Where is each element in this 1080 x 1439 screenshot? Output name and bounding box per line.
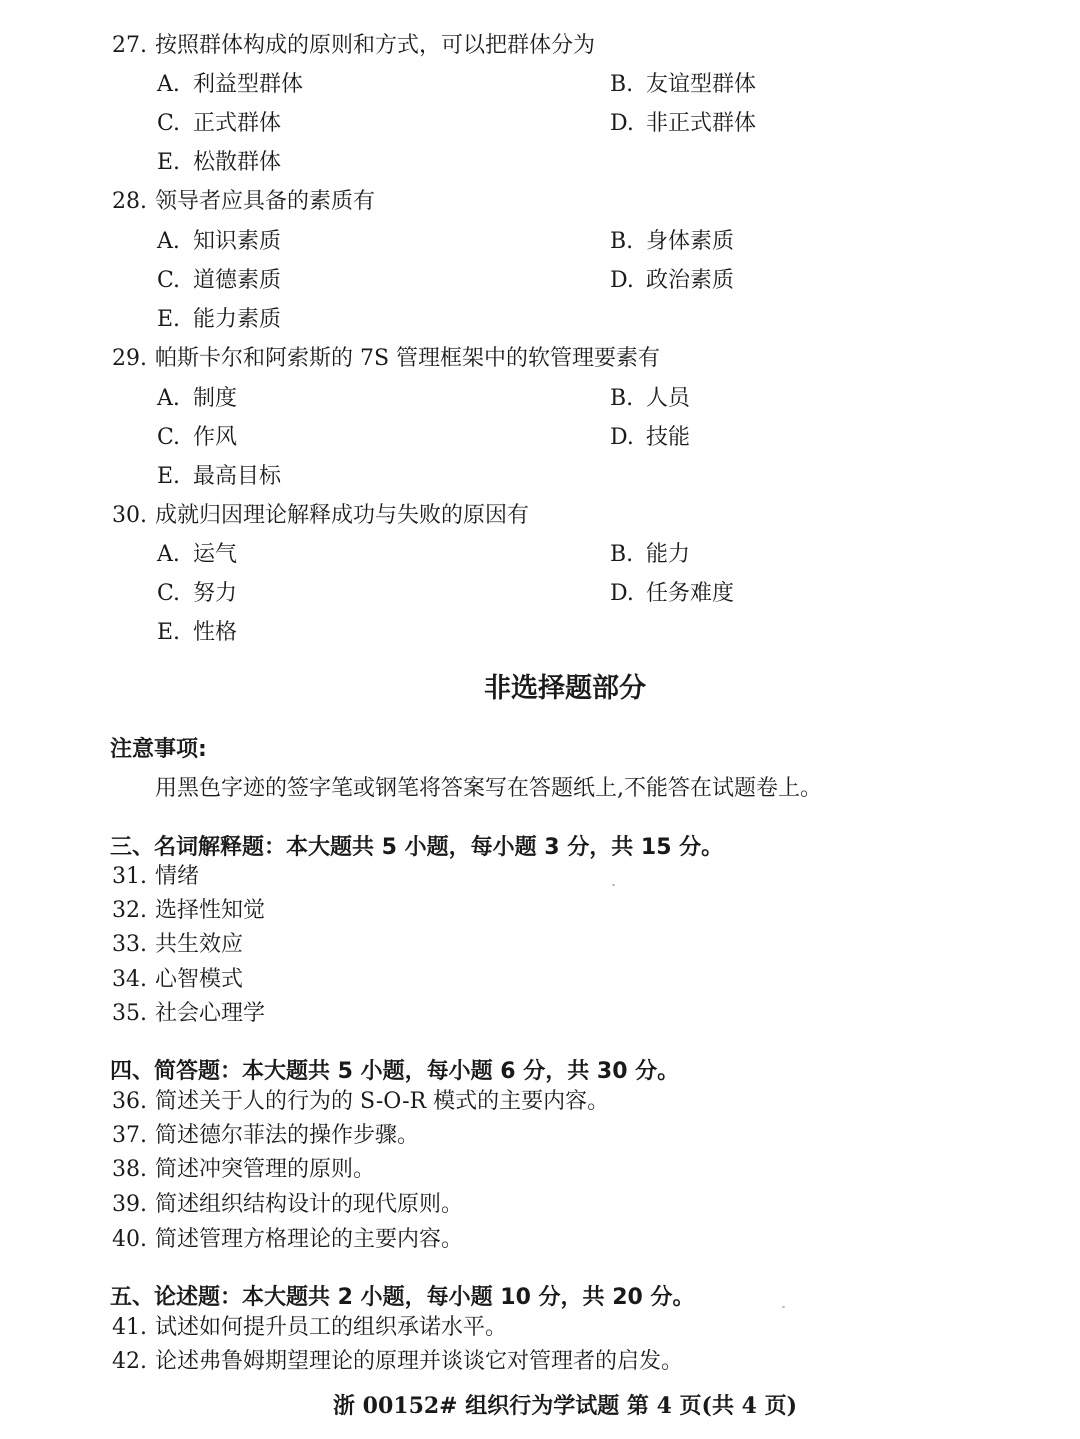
item-number: 41. [112,1315,147,1340]
option-letter: C. [157,581,181,606]
option-letter: E. [157,150,181,175]
item-text: 选择性知觉 [155,898,266,923]
page-footer: 浙 00152# 组织行为学试题 第 4 页(共 4 页) [332,1393,798,1419]
option-e [157,619,237,647]
option-letter: A. [157,229,180,254]
option-text: 制度 [193,386,238,411]
question-30 [112,502,529,530]
question-29 [112,345,660,373]
option-a [157,385,237,413]
item-number: 36. [112,1089,147,1114]
option-d [610,580,734,608]
option-c [157,110,281,138]
option-text: 作风 [193,425,238,450]
list-item [112,1088,609,1116]
list-item [112,1348,683,1376]
option-b [610,541,690,569]
item-number: 39. [112,1192,147,1217]
option-c [157,580,237,608]
option-text: 知识素质 [193,229,282,254]
list-item [112,931,243,959]
notice-label: 注意事项: [110,737,207,762]
option-a [157,541,237,569]
option-text: 道德素质 [193,268,282,293]
item-text: 简述冲突管理的原则。 [155,1157,376,1182]
question-number: 28. [112,189,147,214]
option-text: 能力 [646,542,691,567]
option-text: 最高目标 [193,464,282,489]
option-text: 任务难度 [646,581,735,606]
option-letter: C. [157,268,181,293]
option-letter: D. [610,111,634,136]
option-e [157,306,281,334]
option-b [610,71,756,99]
option-letter: B. [610,542,634,567]
item-text: 情绪 [155,864,200,889]
option-c [157,424,237,452]
list-item [112,1156,375,1184]
option-text: 正式群体 [193,111,282,136]
item-text: 论述弗鲁姆期望理论的原理并谈谈它对管理者的启发。 [155,1349,684,1374]
item-number: 42. [112,1349,147,1374]
item-text: 社会心理学 [155,1001,266,1026]
option-text: 努力 [193,581,238,606]
list-item [112,1314,507,1342]
list-item [112,1226,463,1254]
question-number: 27. [112,33,147,58]
item-number: 32. [112,898,147,923]
option-letter: E. [157,620,181,645]
item-number: 38. [112,1157,147,1182]
question-27 [112,32,595,60]
option-text: 人员 [646,386,691,411]
list-item [112,1000,265,1028]
option-a [157,228,281,256]
option-text: 友谊型群体 [646,72,757,97]
scan-speck [612,884,615,886]
option-letter: C. [157,111,181,136]
option-text: 非正式群体 [646,111,757,136]
part-title: 非选择题部分 [484,673,646,704]
option-letter: B. [610,386,634,411]
option-letter: B. [610,72,634,97]
option-text: 政治素质 [646,268,735,293]
item-number: 34. [112,967,147,992]
option-b [610,385,690,413]
question-number: 29. [112,346,147,371]
item-text: 共生效应 [155,932,244,957]
option-text: 能力素质 [193,307,282,332]
item-number: 40. [112,1227,147,1252]
option-letter: C. [157,425,181,450]
option-d [610,267,734,295]
option-letter: E. [157,307,181,332]
option-letter: A. [157,72,180,97]
item-text: 试述如何提升员工的组织承诺水平。 [155,1315,508,1340]
section-3-heading: 三、名词解释题：本大题共 5 小题，每小题 3 分，共 15 分。 [110,835,724,860]
item-text: 简述德尔菲法的操作步骤。 [155,1123,420,1148]
option-letter: A. [157,386,180,411]
option-text: 松散群体 [193,150,282,175]
option-b [610,228,734,256]
option-text: 技能 [646,425,691,450]
option-text: 身体素质 [646,229,735,254]
option-d [610,110,756,138]
option-e [157,149,281,177]
item-text: 简述管理方格理论的主要内容。 [155,1227,464,1252]
item-number: 37. [112,1123,147,1148]
option-text: 利益型群体 [193,72,304,97]
option-text: 运气 [193,542,238,567]
question-text: 帕斯卡尔和阿索斯的 7S 管理框架中的软管理要素有 [155,346,661,371]
item-text: 简述组织结构设计的现代原则。 [155,1192,464,1217]
item-text: 心智模式 [155,967,244,992]
question-text: 按照群体构成的原则和方式，可以把群体分为 [155,33,596,58]
option-a [157,71,303,99]
item-number: 35. [112,1001,147,1026]
list-item [112,863,199,891]
item-text: 简述关于人的行为的 S-O-R 模式的主要内容。 [155,1089,610,1114]
list-item [112,1122,419,1150]
option-letter: D. [610,268,634,293]
scan-speck [782,1306,785,1308]
option-letter: D. [610,425,634,450]
item-number: 31. [112,864,147,889]
option-e [157,463,281,491]
question-28 [112,188,375,216]
option-text: 性格 [193,620,238,645]
notice-text: 用黑色字迹的签字笔或钢笔将答案写在答题纸上,不能答在试题卷上。 [155,776,822,801]
question-number: 30. [112,503,147,528]
section-4-heading: 四、简答题：本大题共 5 小题，每小题 6 分，共 30 分。 [110,1059,680,1084]
option-c [157,267,281,295]
option-letter: D. [610,581,634,606]
option-d [610,424,690,452]
list-item [112,966,243,994]
section-5-heading: 五、论述题：本大题共 2 小题，每小题 10 分，共 20 分。 [110,1285,695,1310]
option-letter: E. [157,464,181,489]
option-letter: A. [157,542,180,567]
list-item [112,1191,463,1219]
question-text: 成就归因理论解释成功与失败的原因有 [155,503,530,528]
item-number: 33. [112,932,147,957]
option-letter: B. [610,229,634,254]
list-item [112,897,265,925]
question-text: 领导者应具备的素质有 [155,189,376,214]
